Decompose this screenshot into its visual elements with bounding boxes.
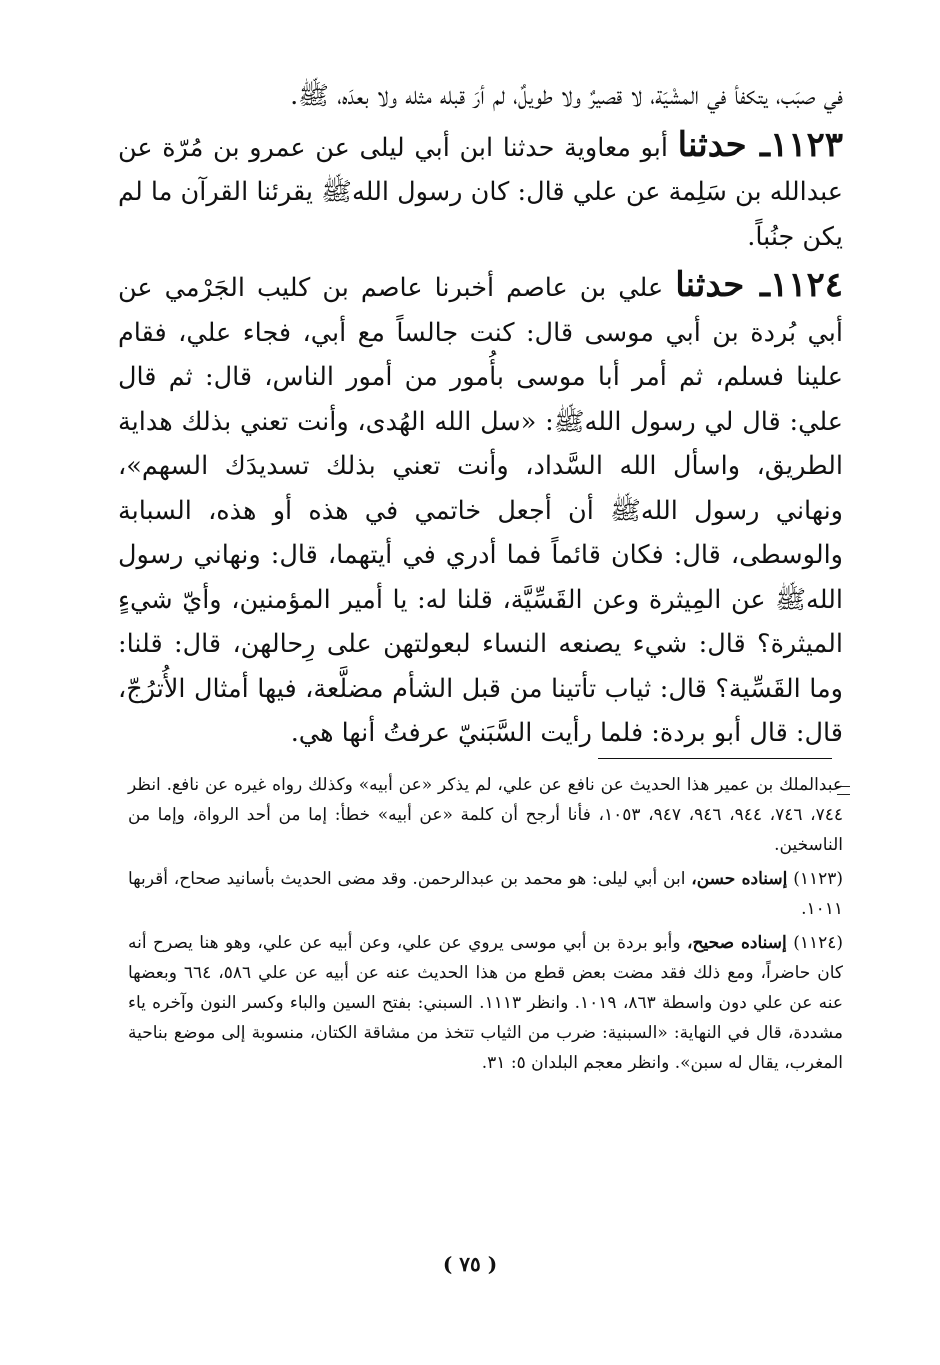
footnote-grade: إسناده صحيح، [687, 933, 787, 953]
footnote-separator [598, 758, 832, 759]
footnote-ref: (١١٢٤) [793, 933, 844, 953]
hadith-text: أبو معاوية حدثنا ابن أبي ليلى عن عمرو بن مُرّة عن عبدالله بن سَلِمة عن علي قال: كان رسول اللهﷺ يقرئنا القرآن ما لم يكن جنُباً. [118, 132, 843, 252]
hadith-1123 [118, 123, 843, 260]
footnote-grade: إسناده حسن، [691, 869, 788, 889]
hadith-label: ـ حدثنا [677, 124, 770, 165]
hadith-number: ١١٢٤ [769, 265, 843, 305]
footnote-ref: (١١٢٣) [793, 869, 843, 889]
hadith-text: علي بن عاصم أخبرنا عاصم بن كليب الجَرْمي عن أبي بُردة بن أبي موسى قال: كنت جالساً مع أبي، فجاء علي، فقام علينا فسلم، ثم أمر أبا موسى بأُمور من أمور الناس، قال: ثم قال علي: قال لي رسول اللهﷺ: «سل الله الهُدى، وأنت تعني بذلك هداية الطريق، واسأل الله السَّداد، وأنت تعني بذلك تسديدَك السهم»، ونهاني رسول اللهﷺ أن أجعل خاتمي في هذه أو هذه، السبابة والوسطى، قال: فكان قائماً فما أدري في أيتهما، قال: ونهاني رسول اللهﷺ عن المِيثرة وعن القَسِّيَّة، قلنا له: يا أمير المؤمنين، وأيّ شيءٍ الميثرة؟ قال: شيء يصنعه النساء لبعولتهن على رِحالهن، قال: قلنا: وما القَسِّية؟ قال: ثياب تأتينا من قبل الشأم مضلَّعة، فيها أمثال الأُترُجّ، قال: قال أبو بردة: فلما رأيت السَّبَنيّ عرفتُ أنها هي. [118, 273, 843, 748]
footnote-text: وأبو بردة بن أبي موسى يروي عن علي، وعن أبيه عن علي، وهو هنا يصرح أنه كان حاضراً، ومع ذلك فقد مضت بعض قطع من هذا الحديث عنه عن أبيه عن علي ٥٨٦، ٦٦٤ وبعضها عنه عن علي دون واسطة ٨٦٣، ١٠١٩. وانظر ١١١٣. السبني: بفتح السين والباء وكسر النون وآخره ياء مشددة، قال في النهاية: «السبنية: ضرب من الثياب تتخذ من مشاقة الكتان، منسوبة إلى موضع بناحية المغرب، يقال له سبن». وانظر معجم البلدان ٥: ٣١. [128, 933, 843, 1073]
page-number: ( ٧٥ ) [442, 1252, 498, 1276]
hadith-label: ـ حدثنا [675, 265, 770, 305]
hadith-number: ١١٢٣ [769, 124, 843, 165]
footnotes [128, 770, 843, 1078]
footnote-text: ابن أبي ليلى: هو محمد بن عبدالرحمن. وقد مضى الحديث بأسانيد صحاح، أقربها ١٠١١. [128, 869, 843, 919]
footnote-continued [128, 770, 843, 860]
hadith-1124 [118, 263, 843, 756]
continuation-text: في صبَب، يتكفأ في المشْيَة، لا قصيرٌ ولا طويلٌ، لم أرَ قبله مثله ولا بعدَه، ﷺ. [290, 81, 843, 111]
footnote-1123 [128, 864, 843, 924]
footnote-text: عبدالملك بن عمير هذا الحديث عن نافع عن علي، لم يذكر «عن أبيه» وكذلك رواه غيره عن نافع. انظر ٧٤٤، ٧٤٦، ٩٤٤، ٩٤٦، ٩٤٧، ١٠٥٣، فأنا أرجح أن كلمة «عن أبيه» خطأ: إما من أحد الرواة، وإما من الناسخين. [128, 775, 844, 855]
main-text [118, 74, 843, 756]
continuation-paragraph [118, 74, 843, 119]
footnote-1124 [128, 928, 843, 1078]
